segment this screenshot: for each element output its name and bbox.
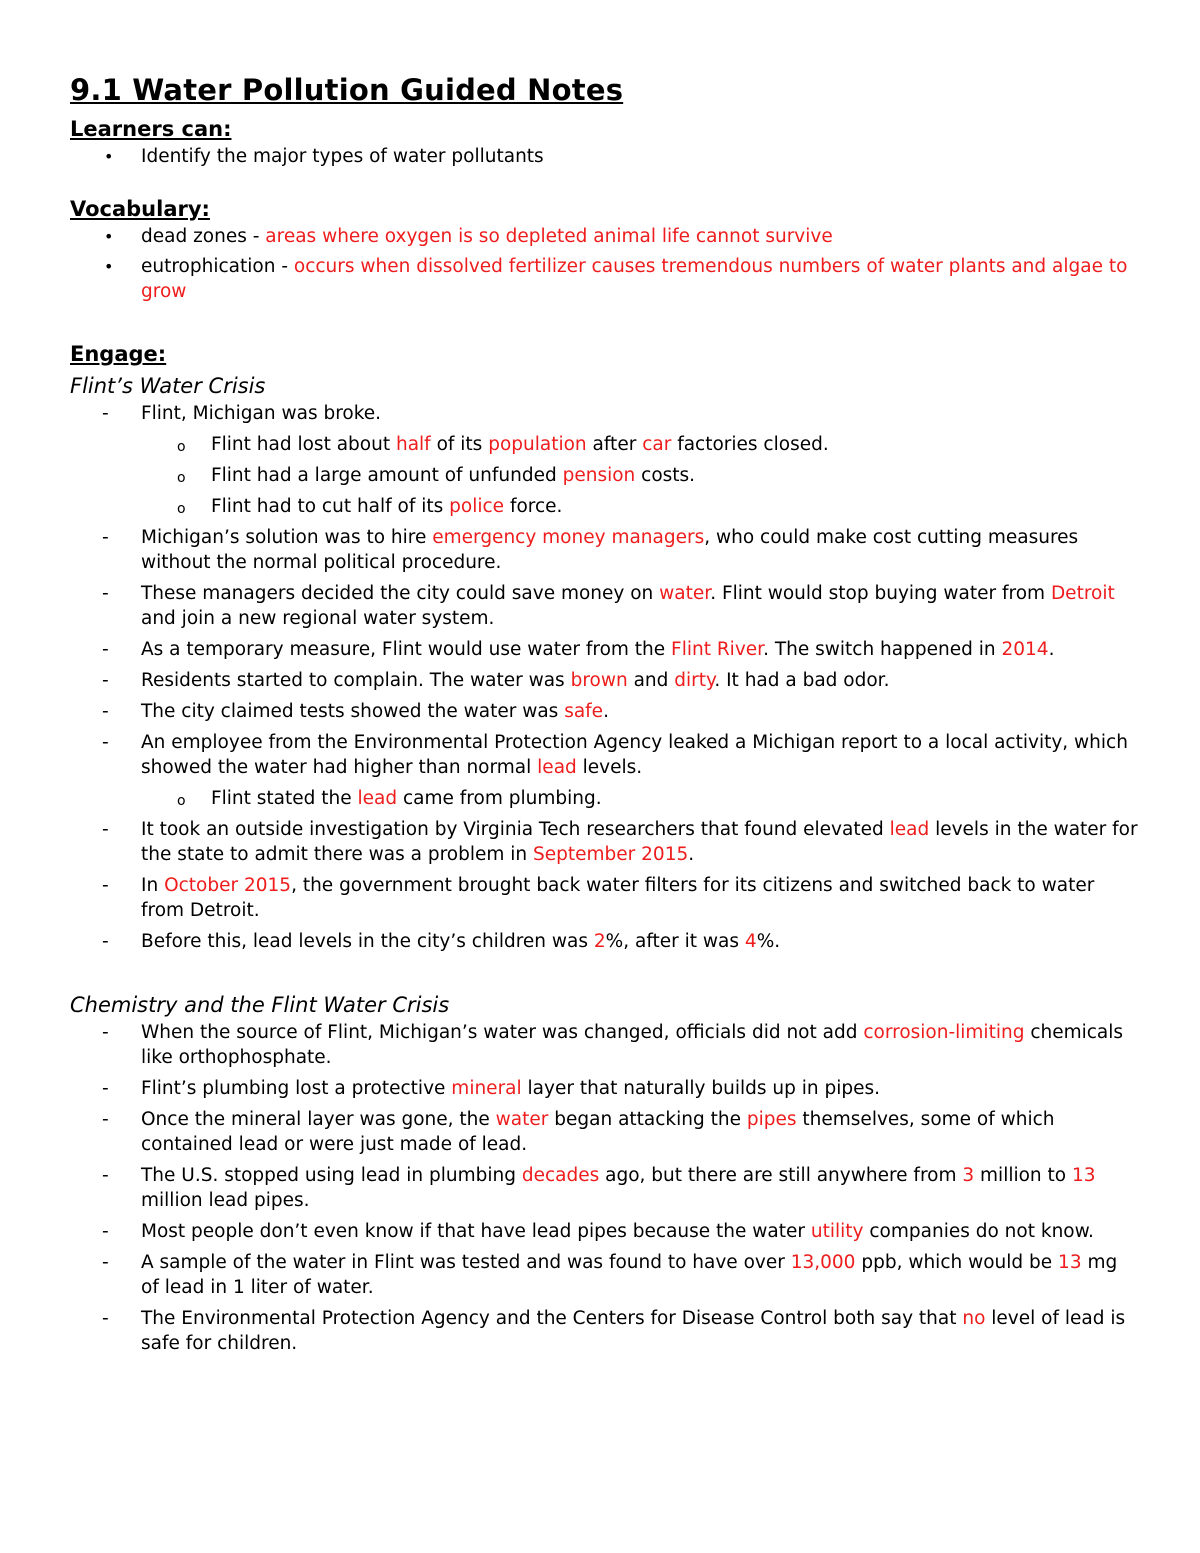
- note-text: %, after it was: [605, 931, 745, 952]
- dash-bullet-icon: -: [102, 732, 109, 753]
- highlight-text: Flint River: [671, 639, 764, 660]
- note-text: after: [586, 434, 643, 455]
- learners-heading: Learners can:: [70, 117, 232, 141]
- note-text: chemicals like orthophosphate.: [141, 1022, 1124, 1068]
- dash-bullet-icon: -: [102, 875, 109, 896]
- dash-bullet-icon: -: [102, 1252, 109, 1273]
- note-text: As a temporary measure, Flint would use water from the: [141, 639, 672, 660]
- dash-bullet-icon: -: [102, 639, 109, 660]
- list-item: [70, 581, 1140, 631]
- note-text: Flint, Michigan was broke.: [141, 403, 382, 424]
- highlight-text: 13: [1072, 1165, 1096, 1186]
- list-item: [70, 668, 1140, 693]
- note-text: .: [1048, 639, 1055, 660]
- note-text: The city claimed tests showed the water was: [141, 701, 565, 722]
- note-text: came from plumbing.: [397, 788, 602, 809]
- note-text: . The switch happened in: [763, 639, 1002, 660]
- bullet-icon: •: [104, 257, 114, 276]
- note-text: It took an outside investigation by Virginia Tech researchers that found elevated: [141, 819, 890, 840]
- dash-bullet-icon: -: [102, 1308, 109, 1329]
- note-text: Flint had lost about: [211, 434, 396, 455]
- highlight-text: pension: [562, 465, 636, 486]
- highlight-text: no: [962, 1308, 986, 1329]
- note-text: themselves, some of which contained lead or were just made of lead.: [141, 1109, 1055, 1155]
- note-text: million to: [974, 1165, 1072, 1186]
- note-text: A sample of the water in Flint was tested and was found to have over: [141, 1252, 791, 1273]
- highlight-text: 2014: [1001, 639, 1049, 660]
- note-text: began attacking the: [548, 1109, 747, 1130]
- vocab-item: [70, 254, 1140, 304]
- highlight-text: population: [488, 434, 587, 455]
- note-text: Flint stated the: [211, 788, 358, 809]
- highlight-text: utility: [810, 1221, 864, 1242]
- vocabulary-list: [70, 224, 1140, 304]
- bullet-icon: •: [104, 147, 114, 166]
- circle-bullet-icon: o: [177, 501, 186, 517]
- note-text: levels in the water for the state to admit there was a problem in: [141, 819, 1138, 865]
- highlight-text: dirty: [674, 670, 715, 691]
- highlight-text: emergency money managers: [432, 527, 705, 548]
- note-text: .: [603, 701, 609, 722]
- highlight-text: corrosion-limiting: [863, 1022, 1025, 1043]
- sub-list-item: [70, 786, 1140, 811]
- note-text: of its: [430, 434, 489, 455]
- dash-bullet-icon: -: [102, 670, 109, 691]
- note-text: companies do not know.: [863, 1221, 1094, 1242]
- bullet-icon: •: [104, 227, 114, 246]
- list-item: [70, 1163, 1140, 1213]
- engage-heading: Engage:: [70, 342, 167, 366]
- sub-list-item: [70, 432, 1140, 457]
- note-text: Before this, lead levels in the city’s children was: [141, 931, 594, 952]
- list-item: [70, 1306, 1140, 1356]
- note-text: Flint’s plumbing lost a protective: [141, 1078, 452, 1099]
- dash-bullet-icon: -: [102, 819, 109, 840]
- dash-bullet-icon: -: [102, 1221, 109, 1242]
- highlight-text: safe: [564, 701, 604, 722]
- note-text: ago, but there are still anywhere from: [599, 1165, 963, 1186]
- highlight-text: 2: [593, 931, 606, 952]
- vocabulary-heading: Vocabulary:: [70, 197, 210, 221]
- highlight-text: 3: [962, 1165, 975, 1186]
- list-item: [70, 144, 1140, 169]
- highlight-text: half: [395, 434, 431, 455]
- highlight-text: lead: [357, 788, 398, 809]
- highlight-text: brown: [570, 670, 628, 691]
- highlight-text: mineral: [451, 1078, 522, 1099]
- chemistry-subheading: Chemistry and the Flint Water Crisis: [70, 993, 450, 1017]
- list-item: [70, 817, 1140, 867]
- list-item: [70, 873, 1140, 923]
- note-text: Flint had a large amount of unfunded: [211, 465, 563, 486]
- vocab-item: [70, 224, 1140, 249]
- vocab-term: dead zones -: [141, 226, 266, 247]
- note-text: million lead pipes.: [141, 1190, 310, 1211]
- list-item: [70, 1219, 1140, 1244]
- highlight-text: police: [449, 496, 505, 517]
- note-text: %.: [756, 931, 781, 952]
- note-text: levels.: [576, 757, 643, 778]
- note-text: level of lead is safe for children.: [141, 1308, 1126, 1354]
- note-text: When the source of Flint, Michigan’s water was changed, officials did not add: [141, 1022, 864, 1043]
- highlight-text: decades: [521, 1165, 600, 1186]
- circle-bullet-icon: o: [177, 793, 186, 809]
- list-item-text: Identify the major types of water pollutants: [141, 146, 544, 167]
- note-text: Flint had to cut half of its: [211, 496, 450, 517]
- list-item: [70, 1020, 1140, 1070]
- dash-bullet-icon: -: [102, 1022, 109, 1043]
- note-text: An employee from the Environmental Protection Agency leaked a Michigan report to a local activity, which showed the water had higher than normal: [141, 732, 1128, 778]
- highlight-text: water: [659, 583, 711, 604]
- highlight-text: lead: [889, 819, 930, 840]
- highlight-text: pipes: [746, 1109, 797, 1130]
- highlight-text: September 2015: [533, 844, 689, 865]
- circle-bullet-icon: o: [177, 470, 186, 486]
- highlight-text: Detroit: [1050, 583, 1115, 604]
- list-item: [70, 730, 1140, 780]
- list-item: [70, 929, 1140, 954]
- highlight-text: car: [642, 434, 672, 455]
- dash-bullet-icon: -: [102, 583, 109, 604]
- dash-bullet-icon: -: [102, 527, 109, 548]
- highlight-text: lead: [537, 757, 577, 778]
- vocab-definition: areas where oxygen is so depleted animal life cannot survive: [265, 226, 833, 247]
- circle-bullet-icon: o: [177, 439, 186, 455]
- highlight-text: 13,000: [790, 1252, 856, 1273]
- learners-list: [70, 144, 1140, 169]
- highlight-text: water: [495, 1109, 549, 1130]
- list-item: [70, 401, 1140, 426]
- vocab-definition: occurs when dissolved fertilizer causes tremendous numbers of water plants and algae to grow: [141, 256, 1128, 302]
- note-text: .: [688, 844, 695, 865]
- note-text: The Environmental Protection Agency and the Centers for Disease Control both say that: [141, 1308, 963, 1329]
- engage-notes: [70, 401, 1140, 954]
- list-item: [70, 525, 1140, 575]
- note-text: Once the mineral layer was gone, the: [141, 1109, 496, 1130]
- sub-list-item: [70, 494, 1140, 519]
- note-text: Michigan’s solution was to hire: [141, 527, 433, 548]
- dash-bullet-icon: -: [102, 931, 109, 952]
- dash-bullet-icon: -: [102, 1109, 109, 1130]
- list-item: [70, 1076, 1140, 1101]
- vocab-term: eutrophication -: [141, 256, 294, 277]
- dash-bullet-icon: -: [102, 1078, 109, 1099]
- note-text: and join a new regional water system.: [141, 608, 495, 629]
- page-title: 9.1 Water Pollution Guided Notes: [70, 73, 624, 107]
- dash-bullet-icon: -: [102, 1165, 109, 1186]
- sub-list-item: [70, 463, 1140, 488]
- note-text: factories closed.: [671, 434, 829, 455]
- note-text: force.: [504, 496, 563, 517]
- note-text: Residents started to complain. The water was: [141, 670, 571, 691]
- list-item: [70, 1107, 1140, 1157]
- note-text: . Flint would stop buying water from: [710, 583, 1051, 604]
- note-text: These managers decided the city could save money on: [141, 583, 660, 604]
- note-text: costs.: [635, 465, 696, 486]
- list-item: [70, 699, 1140, 724]
- highlight-text: October 2015: [164, 875, 292, 896]
- flint-crisis-subheading: Flint’s Water Crisis: [70, 374, 266, 398]
- note-text: ppb, which would be: [855, 1252, 1059, 1273]
- note-text: , who could make cost cutting measures without the normal political procedure.: [141, 527, 1079, 573]
- dash-bullet-icon: -: [102, 701, 109, 722]
- note-text: mg of lead in 1 liter of water.: [141, 1252, 1118, 1298]
- note-text: In: [141, 875, 165, 896]
- note-text: , the government brought back water filters for its citizens and switched back to water from Detroit.: [141, 875, 1095, 921]
- highlight-text: 13: [1058, 1252, 1082, 1273]
- chemistry-notes: [70, 1020, 1140, 1356]
- highlight-text: 4: [744, 931, 757, 952]
- list-item: [70, 637, 1140, 662]
- note-text: layer that naturally builds up in pipes.: [521, 1078, 881, 1099]
- dash-bullet-icon: -: [102, 403, 109, 424]
- list-item: [70, 1250, 1140, 1300]
- document-page: [70, 70, 1140, 1362]
- note-text: and: [627, 670, 675, 691]
- note-text: . It had a bad odor.: [714, 670, 890, 691]
- note-text: Most people don’t even know if that have lead pipes because the water: [141, 1221, 811, 1242]
- note-text: The U.S. stopped using lead in plumbing: [141, 1165, 522, 1186]
